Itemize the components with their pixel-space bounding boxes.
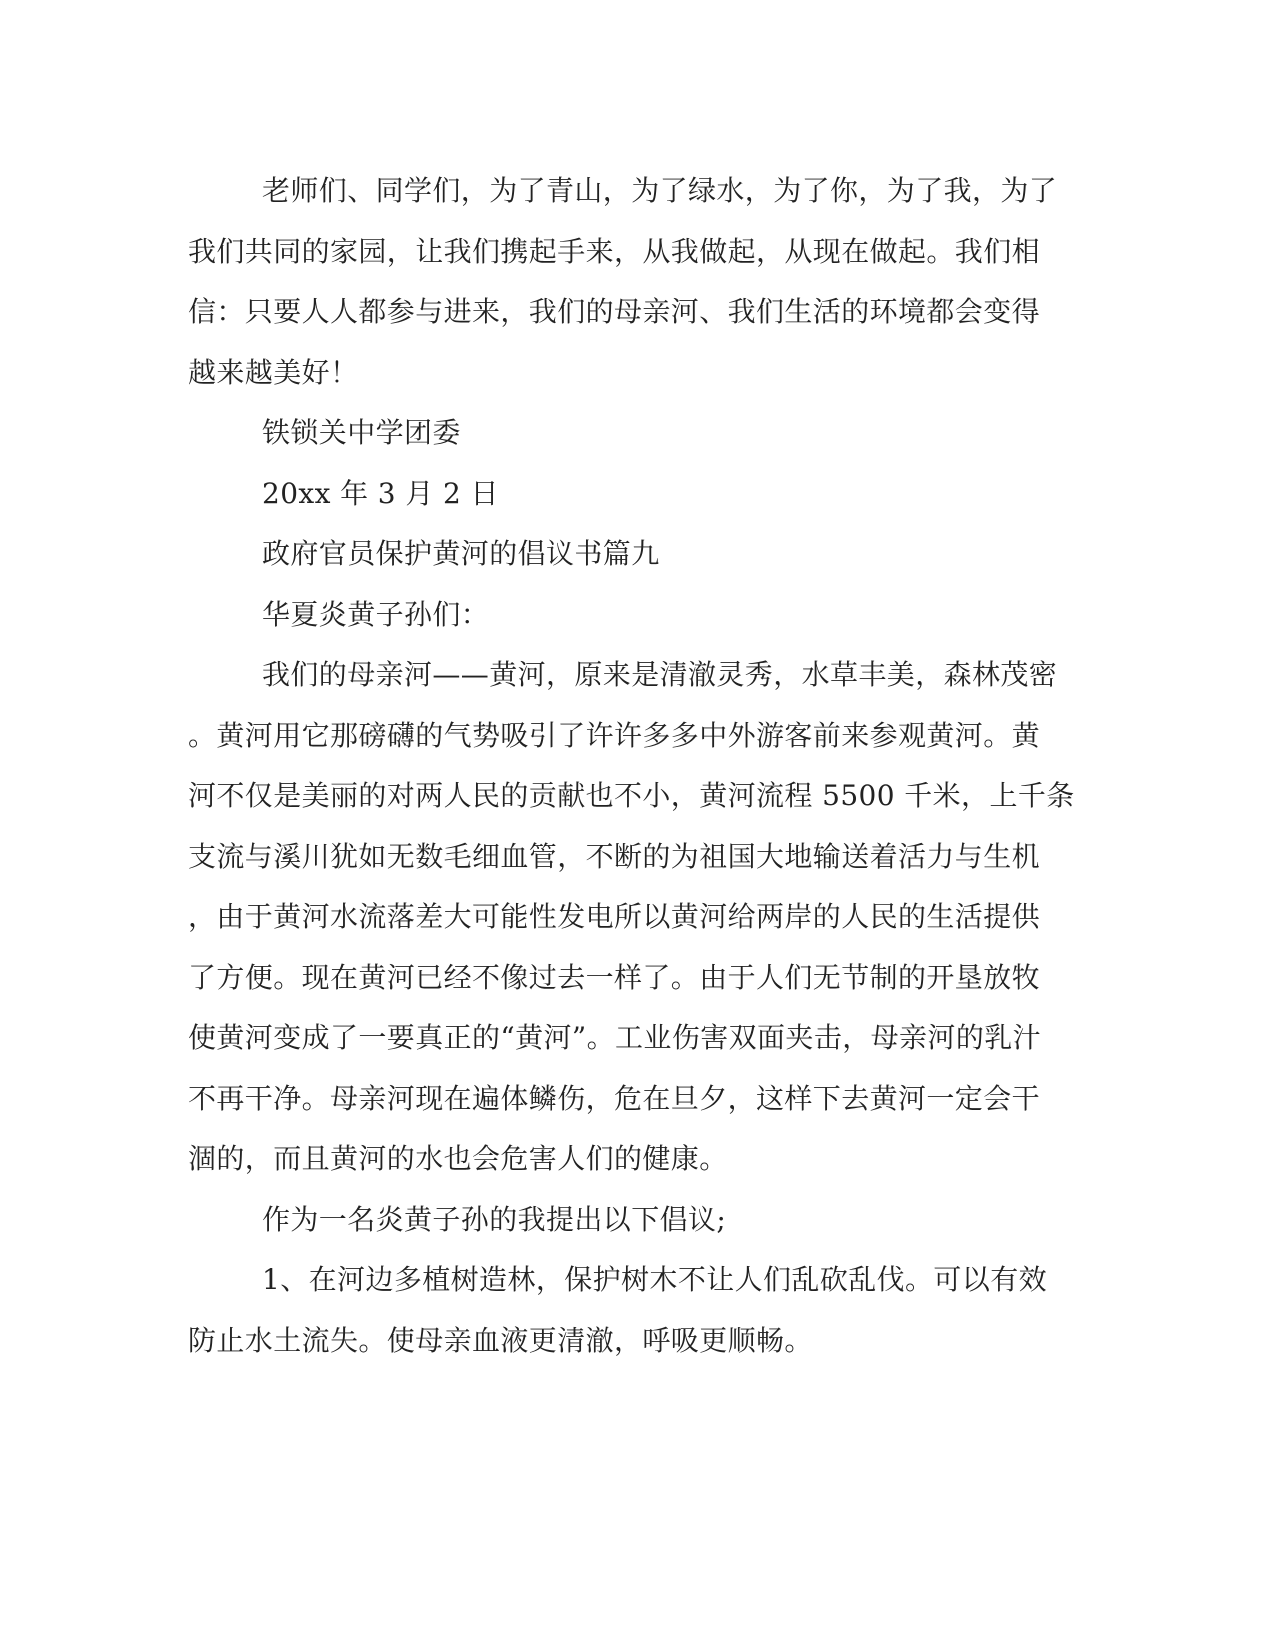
document-body — [188, 161, 1075, 1371]
text-line: 涸的，而且黄河的水也会危害人们的健康。 — [188, 1142, 728, 1175]
section-title: 政府官员保护黄河的倡议书篇九 — [262, 537, 660, 570]
text-line: 越来越美好！ — [188, 355, 359, 389]
text-line: ，由于黄河水流落差大可能性发电所以黄河给两岸的人民的生活提供 — [188, 900, 1041, 933]
text-line: 不再干净。母亲河现在遍体鳞伤，危在旦夕，这样下去黄河一定会干 — [188, 1081, 1041, 1115]
signature-organization: 铁锁关中学团委 — [262, 416, 461, 449]
text-line: 了方便。现在黄河已经不像过去一样了。由于人们无节制的开垦放牧 — [188, 960, 1041, 994]
text-line: 作为一名炎黄子孙的我提出以下倡议; — [262, 1202, 727, 1236]
salutation: 华夏炎黄子孙们： — [262, 597, 490, 631]
list-item: 1、在河边多植树造林，保护树木不让人们乱砍乱伐。可以有效 — [262, 1263, 1048, 1296]
text-line: 信：只要人人都参与进来，我们的母亲河、我们生活的环境都会变得 — [188, 295, 1041, 328]
text-line: 我们共同的家园，让我们携起手来，从我做起，从现在做起。我们相 — [188, 234, 1041, 268]
text-line: 使黄河变成了一要真正的“黄河”。工业伤害双面夹击，母亲河的乳汁 — [188, 1021, 1042, 1054]
list-item-continuation: 防止水土流失。使母亲血液更清澈，呼吸更顺畅。 — [188, 1323, 813, 1357]
text-line: 河不仅是美丽的对两人民的贡献也不小，黄河流程 5500 千米，上千条 — [188, 779, 1075, 812]
signature-date: 20xx 年 3 月 2 日 — [262, 476, 499, 510]
text-line: 。黄河用它那磅礴的气势吸引了许许多多中外游客前来参观黄河。黄 — [188, 718, 1041, 752]
text-line: 我们的母亲河——黄河，原来是清澈灵秀，水草丰美，森林茂密 — [262, 658, 1058, 691]
text-line: 支流与溪川犹如无数毛细血管，不断的为祖国大地输送着活力与生机 — [188, 839, 1041, 873]
text-line: 老师们、同学们，为了青山，为了绿水，为了你，为了我，为了 — [262, 174, 1058, 207]
